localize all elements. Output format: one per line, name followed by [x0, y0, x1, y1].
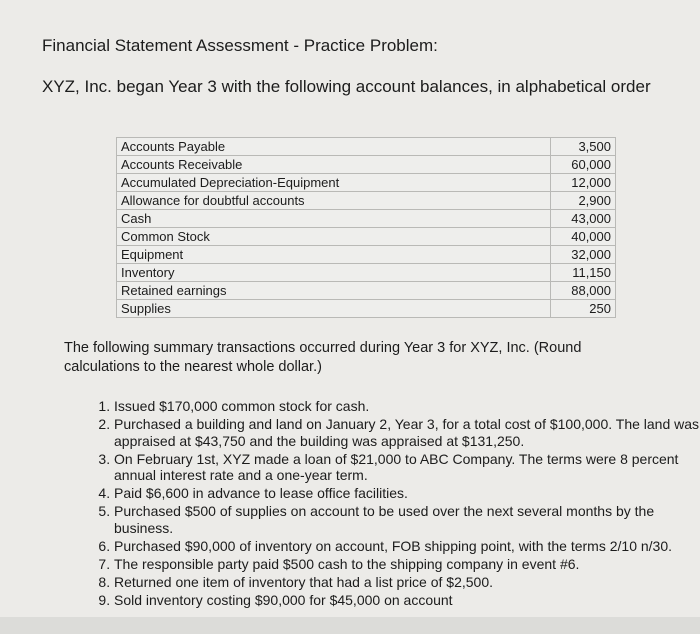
account-amount: 43,000 [551, 210, 616, 228]
account-balances-table [116, 137, 616, 318]
account-name: Accounts Payable [117, 138, 551, 156]
table-row [117, 210, 616, 228]
account-name: Inventory [117, 264, 551, 282]
account-amount: 11,150 [551, 264, 616, 282]
account-amount: 60,000 [551, 156, 616, 174]
table-row [117, 264, 616, 282]
transaction-item: 2. Purchased a building and land on January 2, Year 3, for a total cost of $100,000. The land was appraised at $43,750 and the building was appraised at $131,250. [114, 416, 700, 449]
page-bottom-edge [0, 617, 700, 634]
account-name: Allowance for doubtful accounts [117, 192, 551, 210]
account-amount: 40,000 [551, 228, 616, 246]
transactions-list [88, 398, 700, 610]
table-row [117, 138, 616, 156]
table-row [117, 192, 616, 210]
account-amount: 3,500 [551, 138, 616, 156]
table-row [117, 174, 616, 192]
transaction-item: 4. Paid $6,600 in advance to lease office facilities. [114, 485, 700, 502]
account-amount: 12,000 [551, 174, 616, 192]
transaction-item: 6. Purchased $90,000 of inventory on account, FOB shipping point, with the terms 2/10 n/30. [114, 538, 700, 555]
transaction-item: 9. Sold inventory costing $90,000 for $45,000 on account [114, 592, 700, 609]
transactions-intro: The following summary transactions occurred during Year 3 for XYZ, Inc. (Round calculations to the nearest whole dollar.) [64, 340, 582, 375]
table-row [117, 246, 616, 264]
page-title: Financial Statement Assessment - Practice Problem: [42, 36, 438, 55]
transaction-item: 3. On February 1st, XYZ made a loan of $21,000 to ABC Company. The terms were 8 percent annual interest rate and a one-year term. [114, 451, 700, 484]
account-amount: 88,000 [551, 282, 616, 300]
table-row [117, 228, 616, 246]
account-name: Equipment [117, 246, 551, 264]
transaction-item: 5. Purchased $500 of supplies on account to be used over the next several months by the business. [114, 503, 700, 536]
intro-text: XYZ, Inc. began Year 3 with the following account balances, in alphabetical order [42, 77, 651, 96]
account-name: Accumulated Depreciation-Equipment [117, 174, 551, 192]
table-row [117, 282, 616, 300]
account-name: Retained earnings [117, 282, 551, 300]
account-name: Common Stock [117, 228, 551, 246]
account-amount: 2,900 [551, 192, 616, 210]
table-row [117, 300, 616, 318]
account-name: Cash [117, 210, 551, 228]
account-name: Supplies [117, 300, 551, 318]
account-amount: 250 [551, 300, 616, 318]
account-amount: 32,000 [551, 246, 616, 264]
account-name: Accounts Receivable [117, 156, 551, 174]
table-row [117, 156, 616, 174]
transaction-item: 7. The responsible party paid $500 cash to the shipping company in event #6. [114, 556, 700, 573]
transaction-item: 8. Returned one item of inventory that had a list price of $2,500. [114, 574, 700, 591]
transaction-item: 1. Issued $170,000 common stock for cash. [114, 398, 700, 415]
